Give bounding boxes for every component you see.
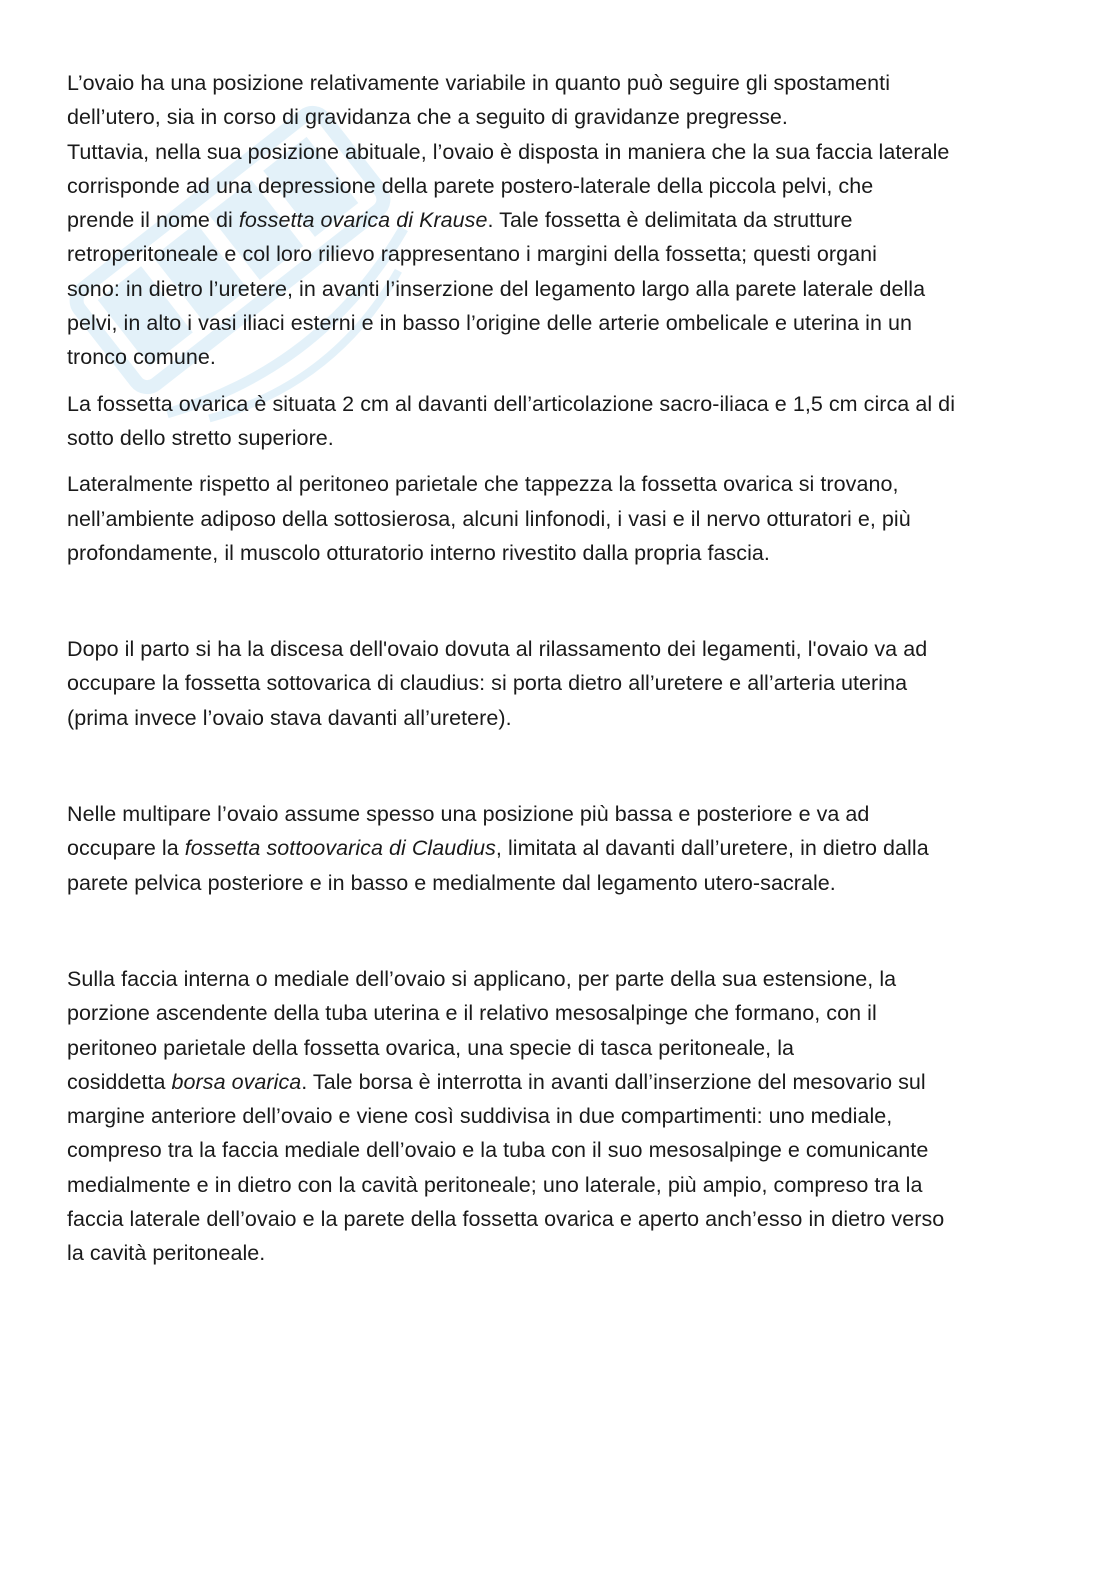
paragraph-4 [67, 632, 1052, 735]
text-line: , limitata al davanti dall’uretere, in dietro dalla [495, 836, 929, 861]
text-line: compreso tra la faccia mediale dell’ovaio e la tuba con il suo mesosalpinge e comunicante [67, 1138, 929, 1163]
text-line: Lateralmente rispetto al peritoneo parietale che tappezza la fossetta ovarica si trovano, [67, 472, 899, 497]
text-line: porzione ascendente della tuba uterina e il relativo mesosalpinge che formano, con il [67, 1001, 877, 1026]
text-line: . Tale fossetta è delimitata da strutture [487, 208, 853, 233]
text-line: La fossetta ovarica è situata 2 cm al davanti dell’articolazione sacro-iliaca e 1,5 cm circa al di [67, 391, 956, 416]
term-claudius: fossetta sottoovarica di Claudius [184, 836, 496, 861]
text-line: medialmente e in dietro con la cavità peritoneale; uno laterale, più ampio, compreso tra la [67, 1172, 923, 1197]
text-line: peritoneo parietale della fossetta ovarica, una specie di tasca peritoneale, la [67, 1035, 795, 1060]
text-line: faccia laterale dell’ovaio e la parete della fossetta ovarica e aperto anch’esso in dietro verso [67, 1207, 945, 1232]
paragraph-3 [67, 467, 1052, 570]
text-line: retroperitoneale e col loro rilievo rappresentano i margini della fossetta; questi organi [67, 242, 877, 267]
text-line: sono: in dietro l’uretere, in avanti l’inserzione del legamento largo alla parete laterale della [67, 276, 926, 301]
text-line: pelvi, in alto i vasi iliaci esterni e in basso l’origine delle arterie ombelicale e uterina in un [67, 311, 913, 336]
text-line: sotto dello stretto superiore. [67, 425, 334, 450]
paragraph-5 [67, 797, 1052, 900]
text-line: dell’utero, sia in corso di gravidanza che a seguito di gravidanze pregresse. [67, 105, 788, 130]
text-line: Sulla faccia interna o mediale dell’ovaio si applicano, per parte della sua estensione, la [67, 966, 897, 991]
text-line: Tuttavia, nella sua posizione abituale, l’ovaio è disposta in maniera che la sua faccia laterale [67, 139, 950, 164]
text-line: L’ovaio ha una posizione relativamente variabile in quanto può seguire gli spostamenti [67, 71, 891, 95]
text-line: parete pelvica posteriore e in basso e medialmente dal legamento utero-sacrale. [67, 870, 836, 895]
text-line: (prima invece l’ovaio stava davanti all’uretere). [67, 705, 512, 730]
text-line: nell’ambiente adiposo della sottosierosa, alcuni linfonodi, i vasi e il nervo otturatori e, più [67, 506, 911, 531]
text-line: occupare la fossetta sottovarica di claudius: si porta dietro all’uretere e all’arteria uterina [67, 671, 908, 696]
text-line: cosiddetta [67, 1069, 172, 1094]
text-line: la cavità peritoneale. [67, 1241, 266, 1266]
text-line: Dopo il parto si ha la discesa dell'ovaio dovuta al rilassamento dei legamenti, l'ovaio va ad [67, 637, 928, 662]
paragraph-2 [67, 387, 1052, 456]
text-line: corrisponde ad una depressione della parete postero-laterale della piccola pelvi, che [67, 173, 874, 198]
text-line: tronco comune. [67, 345, 216, 370]
text-line: prende il nome di [67, 208, 239, 233]
text-line: profondamente, il muscolo otturatorio interno rivestito dalla propria fascia. [67, 540, 770, 565]
term-borsa-ovarica: borsa ovarica [171, 1069, 302, 1094]
paragraph-1 [67, 66, 1052, 375]
text-line: margine anteriore dell’ovaio e viene così suddivisa in due compartimenti: uno mediale, [67, 1104, 893, 1129]
document-body [67, 66, 1052, 1271]
text-line: occupare la [67, 836, 185, 861]
text-line: . Tale borsa è interrotta in avanti dall’inserzione del mesovario sul [301, 1069, 926, 1094]
text-line: Nelle multipare l’ovaio assume spesso una posizione più bassa e posteriore e va ad [67, 802, 870, 827]
term-krause: fossetta ovarica di Krause [238, 208, 488, 233]
paragraph-6 [67, 962, 1052, 1271]
